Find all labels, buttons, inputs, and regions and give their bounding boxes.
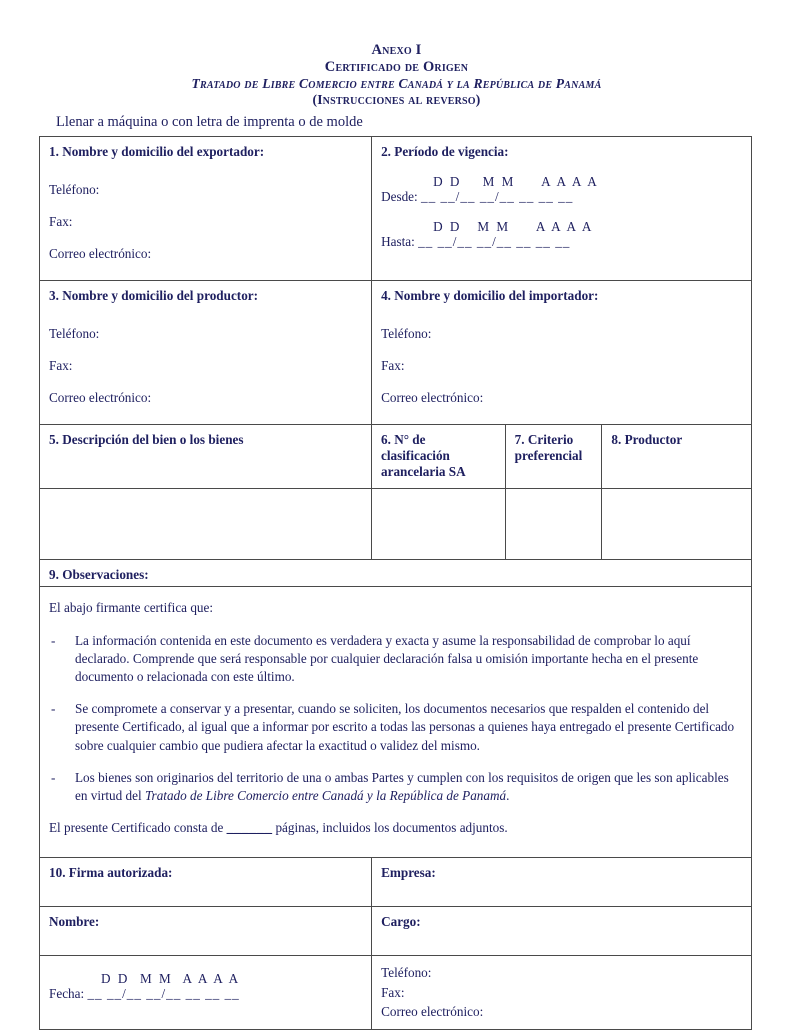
- field-observations-label: 9. Observaciones:: [49, 567, 149, 583]
- field-contact-correo: Correo electrónico:: [381, 1003, 484, 1019]
- field-importer-telefono: Teléfono:: [381, 326, 432, 341]
- field-name[interactable]: [40, 907, 371, 955]
- title-instrucciones: (Instrucciones al reverso): [312, 92, 481, 108]
- bullet-origin-suffix: .: [506, 788, 510, 804]
- table-row: [40, 906, 751, 955]
- goods-tariff-input[interactable]: [371, 489, 505, 559]
- field-producer-fax: Fax:: [49, 358, 73, 373]
- declaration-pages-line: [49, 819, 737, 837]
- declaration-block: [40, 587, 751, 857]
- field-position[interactable]: [371, 907, 751, 955]
- field-observations[interactable]: [40, 560, 751, 586]
- field-contact-telefono: Teléfono:: [381, 965, 432, 981]
- declaration-bullet-text-origin: [75, 769, 737, 805]
- declaration-bullet: [49, 632, 737, 687]
- bullet-origin-prefix: Los bienes son originarios del territorio de una o ambas Partes y cumplen con los requisitos de origen que les son aplicables en virtud del: [75, 769, 729, 804]
- date-from-format: D D M M A A A A: [433, 174, 599, 189]
- date-from-label: Desde:: [381, 189, 418, 204]
- goods-criterion-input[interactable]: [505, 489, 602, 559]
- field-validity-label: 2. Período de vigencia:: [381, 144, 509, 159]
- date-to-blanks: __ __/__ __/__ __ __ __: [418, 234, 571, 249]
- pages-prefix: El presente Certificado consta de: [49, 820, 227, 836]
- field-producer-label: 3. Nombre y domicilio del productor:: [49, 288, 259, 303]
- table-row: [40, 137, 751, 280]
- date-from-blanks: __ __/__ __/__ __ __ __: [421, 189, 574, 204]
- column-header-criterion-label: 7. Criterio preferencial: [514, 432, 583, 464]
- table-row: [40, 857, 751, 906]
- field-exporter-telefono: Teléfono:: [49, 182, 100, 197]
- field-contact[interactable]: [371, 956, 751, 1028]
- column-header-producer: [601, 425, 751, 488]
- bullet-dash-icon: -: [51, 701, 56, 717]
- goods-description-input[interactable]: [40, 489, 371, 559]
- date-to-label: Hasta:: [381, 234, 415, 249]
- bullet-origin-treaty: Tratado de Libre Comercio entre Canadá y la República de Panamá: [144, 788, 507, 804]
- field-validity-period[interactable]: [371, 137, 751, 280]
- field-exporter-correo: Correo electrónico:: [49, 246, 152, 261]
- field-date[interactable]: [40, 956, 371, 1028]
- bullet-dash-icon: -: [51, 632, 56, 648]
- table-row: [40, 559, 751, 586]
- column-header-criterion: [505, 425, 602, 488]
- field-company-label: Empresa:: [381, 865, 436, 881]
- declaration-bullet: [49, 769, 737, 805]
- field-name-label: Nombre:: [49, 914, 100, 930]
- date-signature-blanks: __ __/__ __/__ __ __ __: [87, 986, 240, 1002]
- field-importer[interactable]: [371, 281, 751, 424]
- field-importer-fax: Fax:: [381, 358, 405, 373]
- field-exporter[interactable]: [40, 137, 371, 280]
- field-importer-correo: Correo electrónico:: [381, 390, 484, 405]
- table-row: [40, 280, 751, 424]
- bullet-dash-icon: -: [51, 769, 56, 785]
- date-to-group: [381, 219, 742, 250]
- date-from-group: [381, 174, 742, 205]
- goods-entry-row: [40, 488, 751, 559]
- goods-header-row: [40, 424, 751, 488]
- field-importer-label: 4. Nombre y domicilio del importador:: [381, 288, 599, 303]
- declaration-bullet: [49, 700, 737, 755]
- field-producer[interactable]: [40, 281, 371, 424]
- field-authorized-signature[interactable]: [40, 858, 371, 906]
- date-to-line[interactable]: [381, 234, 742, 250]
- field-signature-label: 10. Firma autorizada:: [49, 865, 173, 881]
- field-exporter-label: 1. Nombre y domicilio del exportador:: [49, 144, 265, 159]
- column-header-producer-label: 8. Productor: [611, 432, 683, 447]
- field-company[interactable]: [371, 858, 751, 906]
- title-anexo: Anexo I: [371, 42, 422, 58]
- pages-count-blank[interactable]: ______: [226, 820, 273, 836]
- date-signature-label: Fecha:: [49, 986, 85, 1002]
- column-header-description-label: 5. Descripción del bien o los bienes: [49, 432, 244, 447]
- title-certificado: Certificado de Origen: [324, 59, 469, 76]
- field-producer-telefono: Teléfono:: [49, 326, 100, 341]
- field-position-label: Cargo:: [381, 914, 421, 930]
- date-signature-group: [49, 963, 362, 1002]
- field-producer-correo: Correo electrónico:: [49, 390, 152, 405]
- column-header-tariff-label: 6. N° de clasificación arancelaria SA: [381, 432, 466, 480]
- goods-producer-input[interactable]: [601, 489, 751, 559]
- date-to-format: D D M M A A A A: [433, 219, 594, 234]
- field-contact-fax: Fax:: [381, 984, 405, 1000]
- field-exporter-fax: Fax:: [49, 214, 73, 229]
- fill-instruction: Llenar a máquina o con letra de imprenta o de molde: [56, 114, 363, 131]
- declaration-bullet-text: Se compromete a conservar y a presentar, cuando se soliciten, los documentos necesarios que respalden el contenido del presente Certificado, al igual que a informar por escrito a todas las personas a quienes haya entregado el presente Certificado sobre cualquier cambio que pudiera afectar la exactitud o validez del mismo.: [75, 701, 735, 753]
- date-signature-line[interactable]: [49, 986, 362, 1002]
- certificate-table: [39, 136, 752, 1030]
- column-header-tariff: [371, 425, 505, 488]
- table-row: [40, 955, 751, 1028]
- date-signature-format: D D M M A A A A: [101, 971, 241, 987]
- date-from-line[interactable]: [381, 189, 742, 205]
- declaration-intro: El abajo firmante certifica que:: [49, 600, 214, 616]
- pages-suffix: páginas, incluidos los documentos adjuntos.: [272, 820, 508, 836]
- title-tratado: Tratado de Libre Comercio entre Canadá y la República de Panamá: [191, 76, 602, 92]
- column-header-description: [40, 425, 371, 488]
- declaration-row: [40, 586, 751, 857]
- declaration-bullet-text: La información contenida en este documento es verdadera y exacta y asume la responsabilidad de comprobar lo aquí declarado. Comprende que será responsable por cualquier declaración falsa u omisión importante hecha en el presente documento o relacionada con este último.: [75, 632, 699, 684]
- document-header: [0, 0, 793, 108]
